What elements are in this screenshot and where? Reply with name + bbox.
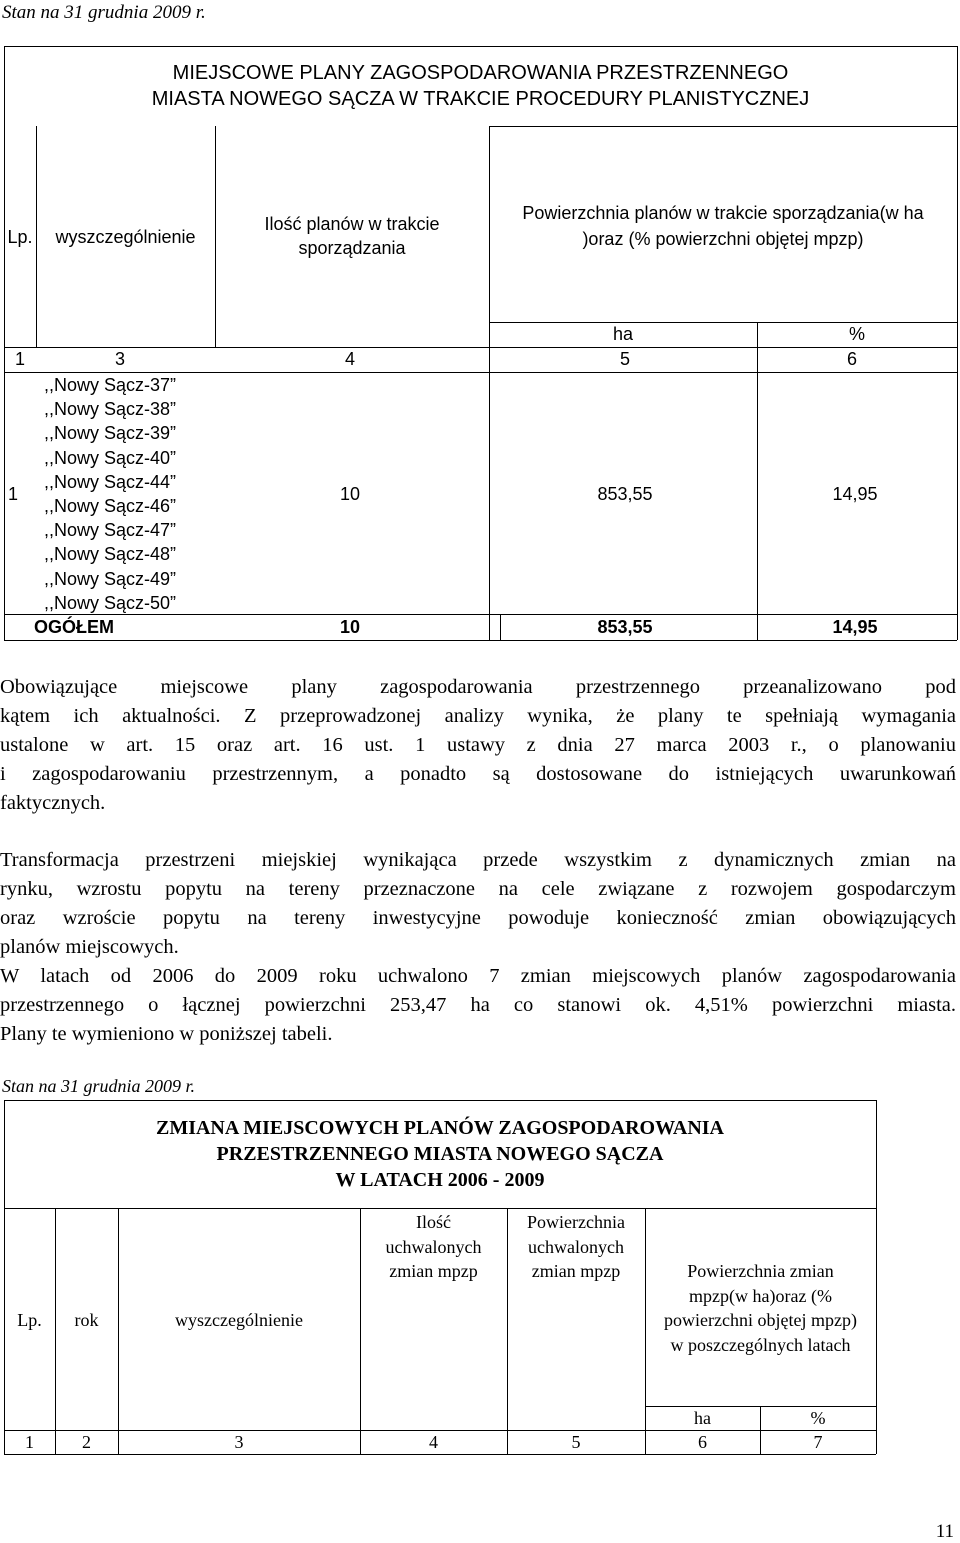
t2-header-rok: rok [74,1309,99,1330]
plan-name: ,,Nowy Sącz-46” [44,496,177,517]
paragraph-transformacja: Transformacja przestrzeni miejskiej wynikająca przede wszystkim z dynamicznych zmian na rynku, wzrostu popytu na tereny przeznaczone na cele związane z rozwojem gospodarczym oraz wzroście popytu na tereny inwestycyjne powoduje konieczność zmian obowiązujących planów miejscowych. [0,849,956,958]
paragraph-zmiany: W latach od 2006 do 2009 roku uchwalono 7 zmian miejscowych planów zagospodarowania przestrzennego o łącznej powierzchni 253,47 ha co stanowi ok. 4,51% powierzchni miasta. Plany te wymieniono w poniższej tabeli. [0,965,956,1045]
plan-name: ,,Nowy Sącz-40” [44,447,177,468]
t2-header-powzm: powierzchni objętej mpzp) [664,1310,857,1330]
t2-header-ilosc: Ilość [416,1212,451,1232]
t2-header-ha: ha [694,1407,711,1428]
table2-title-line3: W LATACH 2006 - 2009 [335,1169,545,1191]
t2-header-lp: Lp. [17,1309,42,1330]
header-ha: ha [612,324,634,344]
t2-header-wyszczegolnienie: wyszczególnienie [175,1309,303,1330]
colnum: 1 [14,349,25,369]
t2-header-powzm: Powierzchnia zmian [687,1261,834,1281]
t2-header-ilosc: uchwalonych [385,1236,482,1257]
header-pct: % [848,324,865,344]
t2-colnum: 6 [698,1431,707,1452]
total-ilosc: 10 [339,616,361,637]
t2-header-pow: zmian mpzp [531,1261,621,1281]
colnum: 5 [619,349,630,369]
t2-colnum: 5 [571,1431,581,1452]
table2-title-line1: ZMIANA MIEJSCOWYCH PLANÓW ZAGOSPODAROWANIA [155,1117,724,1139]
total-ha: 853,55 [597,616,653,637]
plan-name: ,,Nowy Sącz-38” [44,399,177,420]
colnum: 3 [114,349,125,369]
paragraph-aktualnosc: Obowiązujące miejscowe plany zagospodarowania przestrzennego przeanalizowano pod kątem ich aktualności. Z przeprowadzonej analizy wynika, że plany te spełniają wymagania ustalone w art. 15 oraz art. 16 ust. 1 ustawy z dnia 27 marca 2003 r., o planowaniu i zagospodarowaniu przestrzennym, a ponadto są dostosowane do istniejących uwarunkowań faktycznych. [0,676,956,814]
plan-name: ,,Nowy Sącz-37” [44,375,177,395]
header-pow-line2: )oraz (% powierzchni objętej mpzp) [582,229,864,249]
row-ha: 853,55 [597,484,653,504]
t2-header-powzm: w poszczególnych latach [670,1334,851,1355]
t2-colnum: 3 [234,1431,244,1452]
plan-name: ,,Nowy Sącz-49” [44,568,177,589]
t2-colnum: 1 [25,1431,34,1452]
date-note-2: Stan na 31 grudnia 2009 r. [2,1076,196,1096]
row-lp: 1 [7,484,18,504]
plan-name: ,,Nowy Sącz-47” [44,520,177,541]
plan-name: ,,Nowy Sącz-44” [44,471,177,492]
header-lp: Lp. [7,226,33,247]
header-ilosc-line1: Ilość planów w trakcie [264,214,440,234]
table-title-line1: MIEJSCOWE PLANY ZAGOSPODAROWANIA PRZESTRZENNEGO [172,62,789,84]
t2-header-pow: uchwalonych [528,1236,624,1257]
t2-colnum: 2 [82,1431,91,1452]
t2-header-powzm: mpzp(w ha)oraz (% [689,1285,832,1306]
total-label: OGÓŁEM [34,617,114,637]
table2-title-line2: PRZESTRZENNEGO MIASTA NOWEGO SĄCZA [216,1143,664,1165]
t2-header-ilosc: zmian mpzp [389,1261,478,1281]
plan-name: ,,Nowy Sącz-50” [44,592,177,613]
t2-colnum: 7 [813,1431,823,1452]
table-title-line2: MIASTA NOWEGO SĄCZA W TRAKCIE PROCEDURY PLANISTYCZNEJ [151,88,810,110]
plan-name: ,,Nowy Sącz-39” [44,423,177,444]
plan-name: ,,Nowy Sącz-48” [44,544,177,565]
row-ilosc: 10 [339,484,361,504]
t2-header-pct: % [810,1407,826,1428]
colnum: 4 [344,349,355,369]
date-note: Stan na 31 grudnia 2009 r. [2,2,206,23]
header-wyszczegolnienie: wyszczególnienie [55,226,196,247]
t2-colnum: 4 [429,1431,438,1452]
colnum: 6 [846,349,857,369]
page-number: 11 [935,1521,954,1542]
header-pow-line1: Powierzchnia planów w trakcie sporządzania(w ha [522,203,924,223]
header-ilosc-line2: sporządzania [298,238,406,258]
total-pct: 14,95 [832,616,878,637]
t2-header-pow: Powierzchnia [527,1212,625,1232]
row-pct: 14,95 [832,484,878,504]
